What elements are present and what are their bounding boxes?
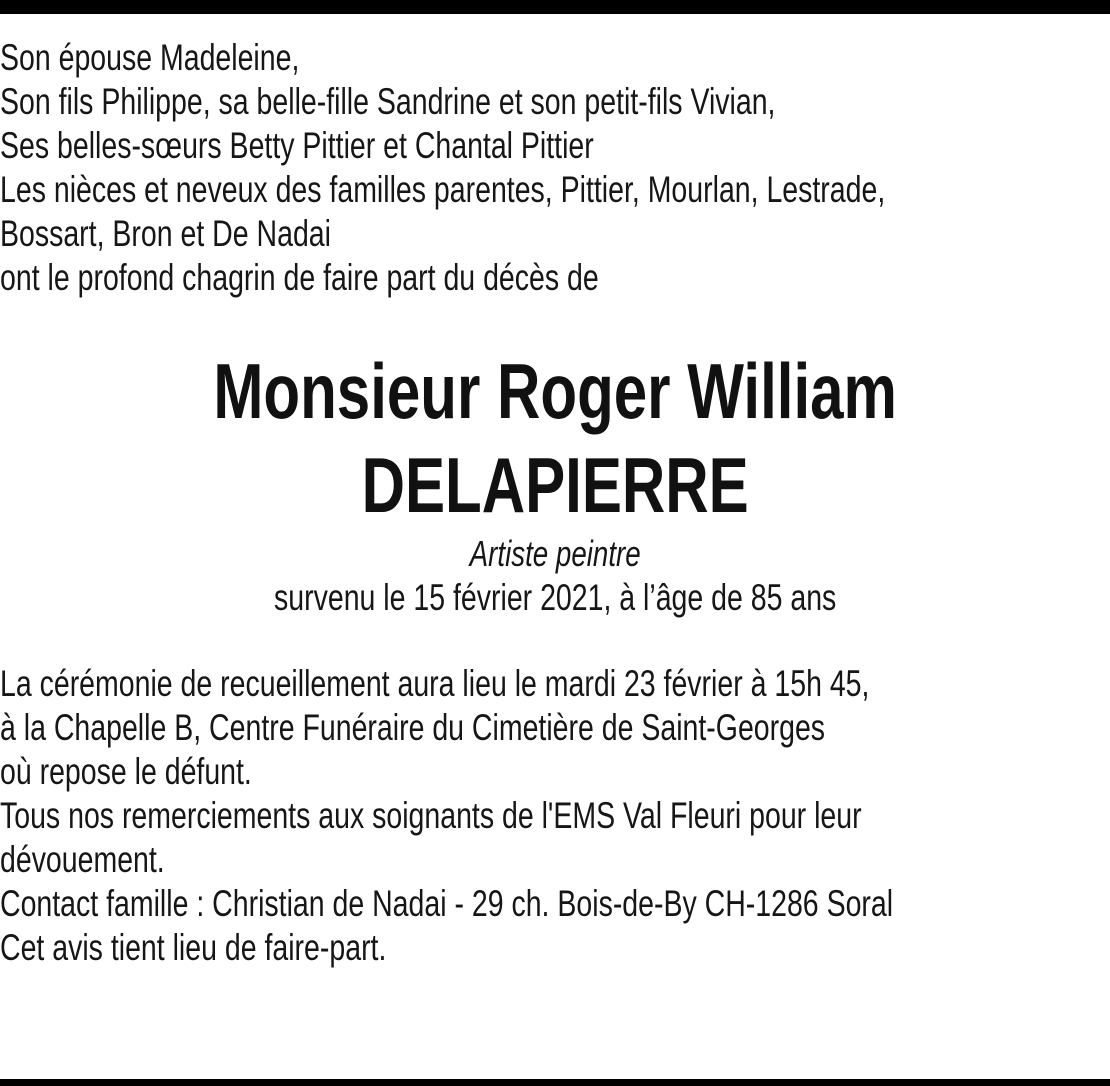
death-date-line: survenu le 15 février 2021, à l’âge de 85 ans bbox=[274, 577, 837, 618]
details-line: La cérémonie de recueillement aura lieu le mardi 23 février à 15h 45, bbox=[0, 663, 870, 704]
profession-line: Artiste peintre bbox=[469, 533, 641, 574]
intro-line: Son épouse Madeleine, bbox=[0, 37, 300, 78]
details-line: Tous nos remerciements aux soignants de l'EMS Val Fleuri pour leur bbox=[0, 795, 862, 836]
ceremony-details-block bbox=[0, 662, 1110, 926]
deceased-name-line2: DELAPIERRE bbox=[361, 441, 749, 529]
intro-line: Ses belles-sœurs Betty Pittier et Chantal Pittier bbox=[0, 125, 594, 166]
notice-content bbox=[0, 36, 1110, 970]
intro-line: Bossart, Bron et De Nadai bbox=[0, 213, 331, 254]
intro-line: Les nièces et neveux des familles parentes, Pittier, Mourlan, Lestrade, bbox=[0, 169, 886, 210]
intro-line: ont le profond chagrin de faire part du décès de bbox=[0, 257, 599, 298]
intro-line: Son fils Philippe, sa belle-fille Sandrine et son petit-fils Vivian, bbox=[0, 81, 776, 122]
bottom-border-bar bbox=[0, 1079, 1110, 1086]
closing-line: Cet avis tient lieu de faire-part. bbox=[0, 927, 387, 968]
deceased-name-line1: Monsieur Roger William bbox=[213, 347, 897, 435]
details-line: Contact famille : Christian de Nadai - 29 ch. Bois-de-By CH-1286 Soral bbox=[0, 883, 894, 924]
details-line: à la Chapelle B, Centre Funéraire du Cimetière de Saint-Georges bbox=[0, 707, 826, 748]
details-line: où repose le défunt. bbox=[0, 751, 252, 792]
details-line: dévouement. bbox=[0, 839, 165, 880]
top-border-bar bbox=[0, 0, 1110, 14]
deceased-name bbox=[0, 344, 1110, 532]
family-intro-block bbox=[0, 36, 1110, 300]
